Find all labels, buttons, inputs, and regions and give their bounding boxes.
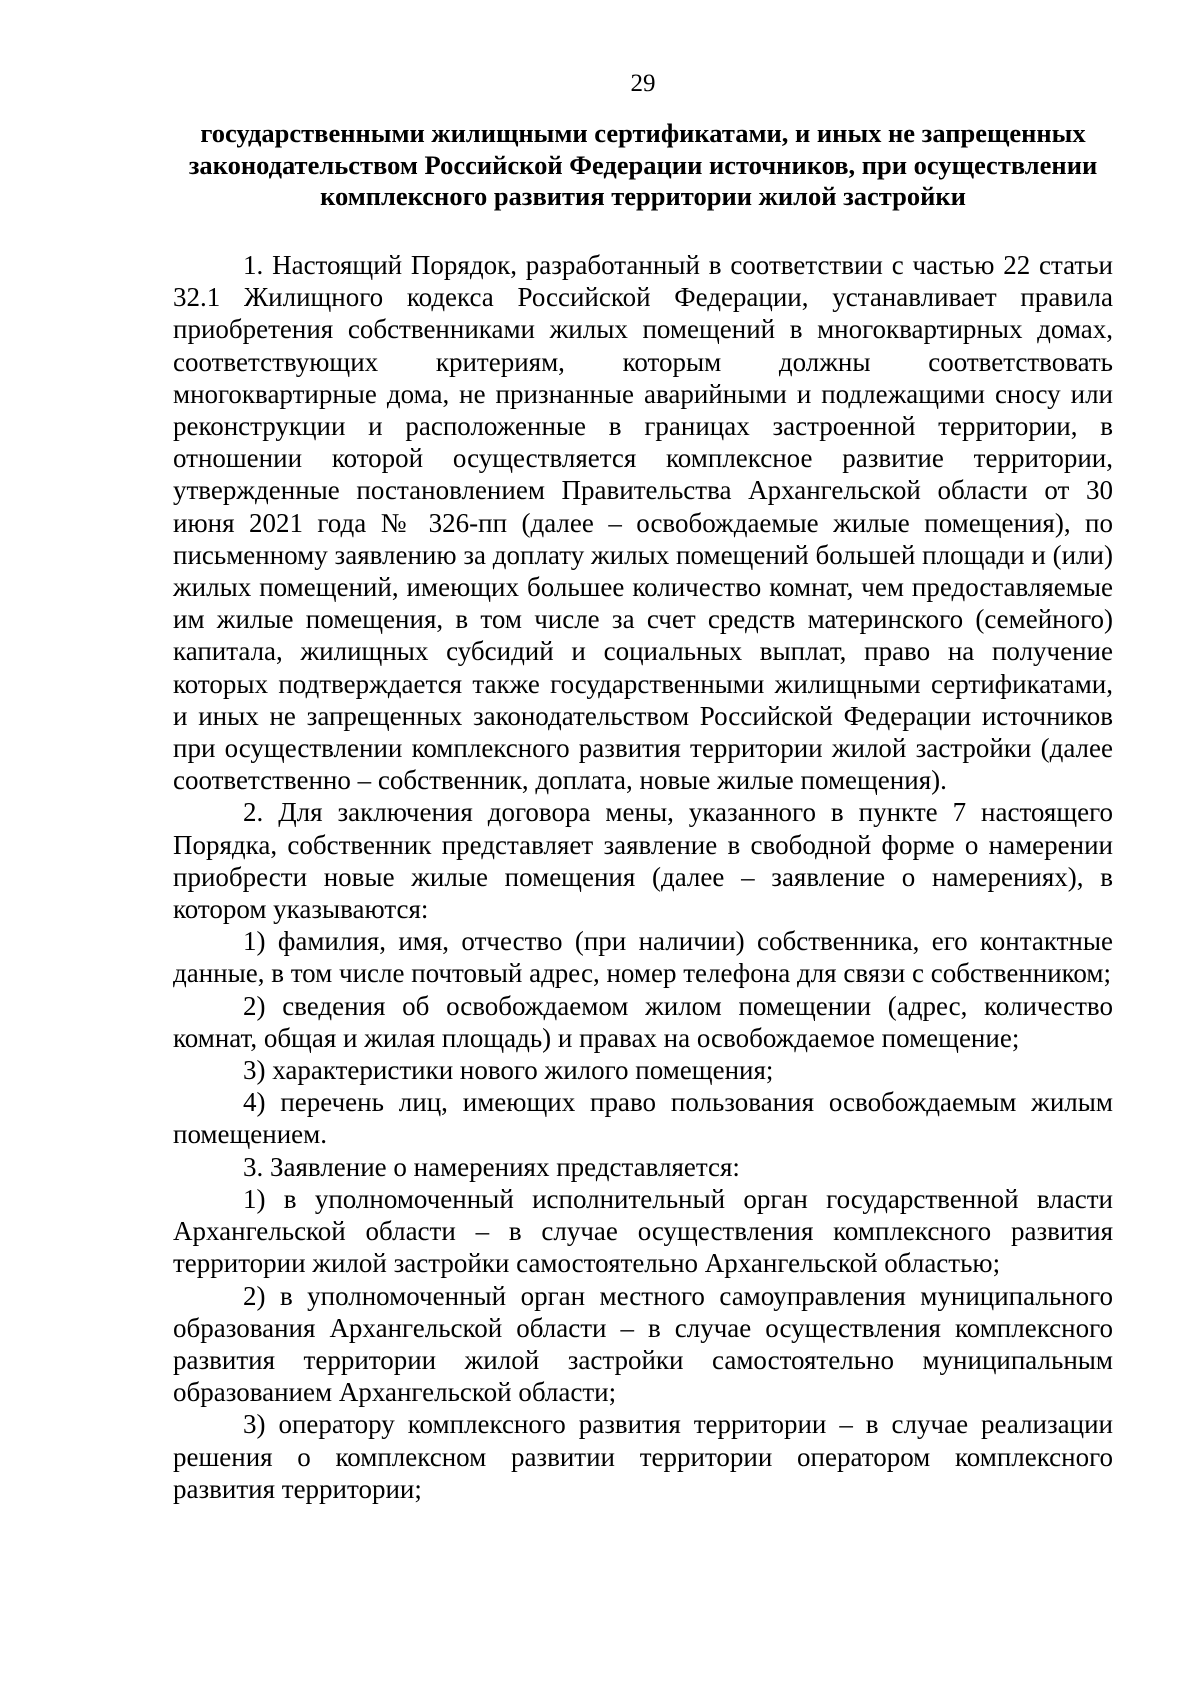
paragraph-3: 3. Заявление о намерениях представляется: xyxy=(243,1151,740,1182)
title-line: законодательством Российской Федерации источников, при осуществлении xyxy=(188,149,1098,180)
list-item: 2) сведения об освобождаемом жилом помещении (адрес, количество комнат, общая и жилая площадь) и правах на освобождаемое помещение; xyxy=(173,990,1113,1053)
title-line: государственными жилищными сертификатами, и иных не запрещенных xyxy=(200,118,1086,148)
list-item: 4) перечень лиц, имеющих право пользования освобождаемым жилым помещением. xyxy=(173,1087,1113,1150)
page-number: 29 xyxy=(630,70,656,97)
list-item: 1) фамилия, имя, отчество (при наличии) собственника, его контактные данные, в том числе почтовый адрес, номер телефона для связи с собственником; xyxy=(173,926,1113,989)
list-item: 1) в уполномоченный исполнительный орган государственной власти Архангельской области – в случае осуществления комплексного развития территории жилой застройки самостоятельно Архангельской областью; xyxy=(173,1183,1113,1279)
list-item: 3) характеристики нового жилого помещения; xyxy=(243,1055,774,1086)
list-item: 2) в уполномоченный орган местного самоуправления муниципального образования Архангельской области – в случае осуществления комплексного развития территории жилой застройки самостоятельно муниципальным образованием Архангельской области; xyxy=(173,1280,1113,1408)
list-item: 3) оператору комплексного развития территории – в случае реализации решения о комплексном развитии территории оператором комплексного развития территории; xyxy=(173,1409,1113,1504)
title-line: комплексного развития территории жилой застройки xyxy=(320,181,966,211)
section-title xyxy=(173,118,1113,213)
paragraph-2: 2. Для заключения договора мены, указанного в пункте 7 настоящего Порядка, собственник представляет заявление в свободной форме о намерении приобрести новые жилые помещения (далее – заявление о намерениях), в котором указываются: xyxy=(173,797,1113,925)
document-body xyxy=(173,249,1113,1505)
paragraph-1: 1. Настоящий Порядок, разработанный в соответствии с частью 22 статьи 32.1 Жилищного кодекса Российской Федерации, устанавливает правила приобретения собственниками жилых помещений в многоквартирных домах, соответствующих критериям, которым должны соответствовать многоквартирные дома, не признанные аварийными и подлежащими сносу или реконструкции и расположенные в границах застроенной территории, в отношении которой осуществляется комплексное развитие территории, утвержденные постановлением Правительства Архангельской области от 30 июня 2021 года № 326-пп (далее – освобождаемые жилые помещения), по письменному заявлению за доплату жилых помещений большей площади и (или) жилых помещений, имеющих большее количество комнат, чем предоставляемые им жилые помещения, в том числе за счет средств материнского (семейного) капитала, жилищных субсидий и социальных выплат, право на получение которых подтверждается также государственными жилищными сертификатами, и иных не запрещенных законодательством Российской Федерации источников при осуществлении комплексного развития территории жилой застройки (далее соответственно – собственник, доплата, новые жилые помещения). xyxy=(173,250,1113,796)
